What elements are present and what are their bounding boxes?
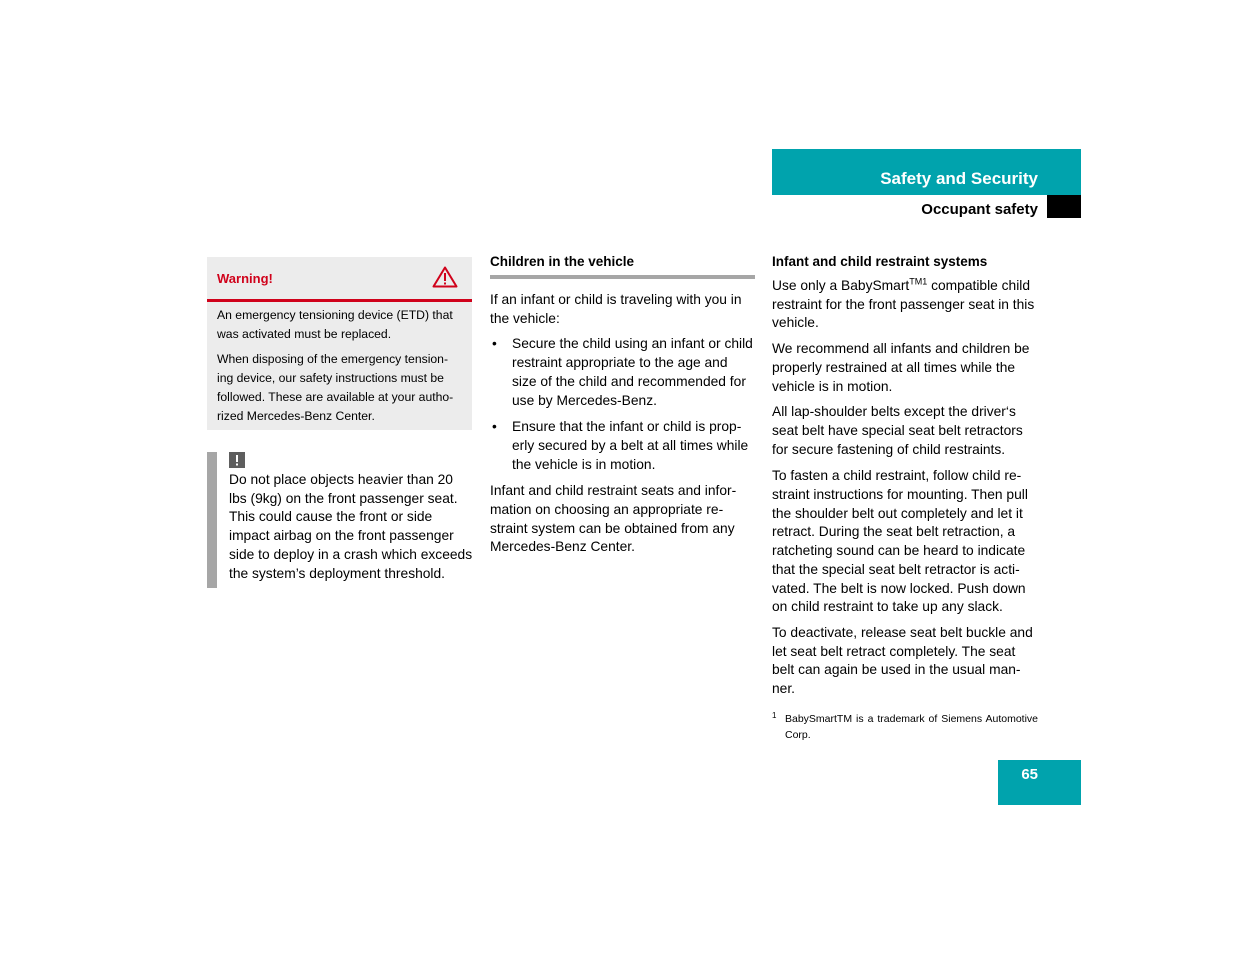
- children-bullet-list: [490, 335, 755, 474]
- restraints-paragraph: To deactivate, release seat belt buckle and let seat belt retract completely. The seat belt can again be used in the usual man-ner.: [772, 624, 1033, 697]
- page-number: 65: [1021, 766, 1038, 783]
- restraints-paragraph: All lap-shoulder belts except the driver‘s seat belt have special seat belt retractors for secure fastening of child restraints.: [772, 404, 1023, 457]
- warning-triangle-icon: [432, 266, 458, 288]
- section-header: [772, 149, 1081, 195]
- bullet-item: • Ensure that the infant or child is prop-erly secured by a belt at all times while the vehicle is in motion.: [490, 418, 755, 474]
- section-title: Safety and Security: [880, 169, 1038, 188]
- children-closing: Infant and child restraint seats and infor-mation on choosing an appropriate re-straint system can be obtained from any Mercedes-Benz Center.: [490, 483, 737, 555]
- footnote-reference: TM1: [909, 276, 928, 287]
- restraints-paragraph: Use only a BabySmart$^{TM1}$ compatible child restraint for the front passenger seat in this vehicle.: [772, 276, 1035, 331]
- restraints-paragraph: We recommend all infants and children be properly restrained at all times while the vehicle is in motion.: [772, 341, 1030, 394]
- footnote-mark: 1: [772, 710, 777, 720]
- footnote: [772, 711, 1038, 743]
- warning-paragraph: An emergency tensioning device (ETD) that was activated must be replaced.: [217, 308, 453, 341]
- section-rule: [490, 275, 755, 279]
- restraints-title: Infant and child restraint systems: [772, 254, 988, 269]
- page-number-box: [998, 760, 1081, 805]
- section-tab-marker: [1047, 195, 1081, 218]
- restraints-section: [772, 254, 1038, 743]
- children-title: Children in the vehicle: [490, 254, 635, 269]
- notice-text: Do not place objects heavier than 20 lbs (9kg) on the front passenger seat. This could cause the front or side impact airbag on the front passenger side to deploy in a crash which exceeds the system’s deployment threshold.: [229, 472, 473, 581]
- subsection-title: Occupant safety: [921, 201, 1038, 218]
- footnote-text: BabySmartTM is a trademark of Siemens Automotive Corp.: [785, 712, 1038, 741]
- warning-label: Warning!: [217, 271, 273, 286]
- notice-bar: [207, 452, 217, 588]
- children-section: [490, 254, 755, 557]
- notice-box: [207, 452, 472, 588]
- children-intro: If an infant or child is traveling with you in the vehicle:: [490, 292, 742, 326]
- warning-box: [207, 257, 472, 430]
- warning-header: [207, 257, 472, 302]
- bullet-item: • Secure the child using an infant or child restraint appropriate to the age and size of the child and recommended for use by Mercedes-Benz.: [490, 335, 755, 410]
- warning-paragraph: When disposing of the emergency tension-ing device, our safety instructions must be followed. These are available at your autho-rized Mercedes-Benz Center.: [217, 352, 454, 423]
- warning-text: [207, 302, 472, 426]
- subsection-header: [772, 195, 1081, 218]
- restraints-paragraph: To fasten a child restraint, follow child re-straint instructions for mounting. Then pull the shoulder belt out completely and let it retract. During the seat belt retraction, a ratcheting sound can be heard to indicate that the special seat belt retractor is acti-vated. The belt is now locked. Push down on child restraint to take up any slack.: [772, 468, 1028, 615]
- exclamation-icon: [229, 452, 245, 468]
